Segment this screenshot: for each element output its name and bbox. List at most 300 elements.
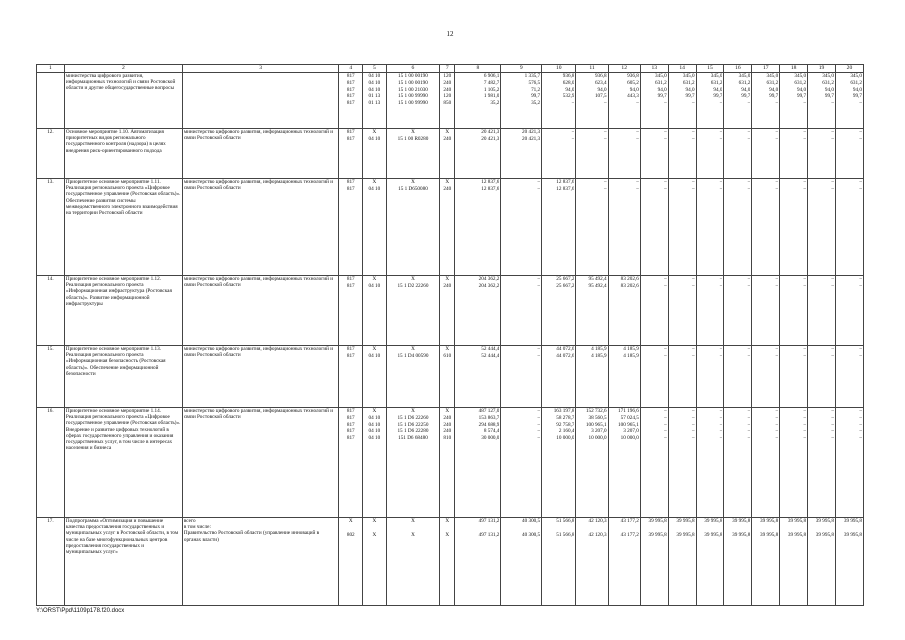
value-line: – bbox=[719, 435, 723, 442]
value-cell bbox=[455, 346, 501, 408]
value-line: 152 732,6 bbox=[585, 408, 607, 414]
value-line: – bbox=[831, 421, 834, 428]
value-cell bbox=[696, 346, 724, 408]
responsible-executor bbox=[182, 518, 339, 606]
value-cell bbox=[339, 518, 363, 606]
value-line: 35,2 bbox=[531, 100, 541, 107]
value-line: 631,2 bbox=[822, 79, 834, 86]
value-line: – bbox=[691, 414, 695, 421]
value-line: 631,2 bbox=[794, 79, 807, 86]
value-line: 39 995,8 bbox=[704, 518, 723, 524]
value-cell bbox=[608, 179, 640, 276]
value-line: 576,5 bbox=[528, 79, 541, 86]
column-number: 17 bbox=[752, 65, 780, 73]
value-line: 94,0 bbox=[824, 86, 834, 93]
value-line: 497 131,2 bbox=[478, 518, 500, 524]
value-line: 628,0 bbox=[562, 79, 575, 86]
value-line: – bbox=[537, 414, 541, 421]
value-line: 25 667,2 bbox=[556, 282, 575, 289]
value-line: – bbox=[803, 435, 807, 442]
row-number: 16. bbox=[37, 408, 65, 518]
value-line: – bbox=[537, 179, 541, 185]
value-line: – bbox=[747, 421, 751, 428]
value-line: – bbox=[691, 346, 695, 352]
value-line: 240 bbox=[443, 414, 452, 421]
value-line bbox=[340, 525, 361, 532]
value-cell bbox=[386, 518, 440, 606]
value-cell bbox=[608, 129, 640, 179]
value-line: – bbox=[691, 352, 695, 359]
value-line bbox=[781, 525, 806, 532]
value-cell bbox=[808, 346, 836, 408]
value-line: – bbox=[537, 428, 541, 435]
value-line: – bbox=[691, 435, 695, 442]
value-line: – bbox=[859, 352, 862, 359]
value-line: 99,7 bbox=[852, 93, 862, 100]
value-cell bbox=[696, 276, 724, 346]
value-line: – bbox=[636, 129, 639, 135]
value-line: 15 1 D6 22250 bbox=[397, 421, 429, 428]
value-line: – bbox=[803, 414, 807, 421]
value-line: – bbox=[831, 346, 834, 352]
value-cell bbox=[501, 346, 542, 408]
value-line: – bbox=[636, 185, 639, 192]
value-line: – bbox=[831, 414, 834, 421]
value-cell bbox=[608, 518, 640, 606]
value-cell bbox=[339, 346, 363, 408]
value-line: 99,7 bbox=[824, 93, 834, 100]
value-line: – bbox=[859, 100, 862, 107]
table-row bbox=[37, 346, 864, 408]
value-cell bbox=[640, 129, 668, 179]
value-cell bbox=[576, 276, 608, 346]
value-cell bbox=[542, 129, 576, 179]
value-line: 151 D6 68480 bbox=[398, 435, 428, 442]
value-line: – bbox=[803, 129, 807, 135]
value-line: – bbox=[859, 179, 862, 185]
value-line: – bbox=[664, 428, 667, 435]
value-line: 39 995,8 bbox=[732, 531, 751, 538]
value-line: 240 bbox=[443, 421, 452, 428]
value-line: 15 1 00 00190 bbox=[398, 79, 428, 86]
value-cell bbox=[440, 179, 455, 276]
value-line: 39 995,8 bbox=[760, 518, 779, 524]
column-number: 2 bbox=[64, 65, 182, 73]
value-line: 1 335,7 bbox=[524, 73, 541, 79]
value-line: – bbox=[719, 179, 723, 185]
value-cell bbox=[386, 408, 440, 518]
responsible-executor: министерство цифрового развития, информационных технологий и связи Ростовской области bbox=[182, 179, 339, 276]
value-cell bbox=[501, 129, 542, 179]
value-line: 240 bbox=[443, 185, 452, 192]
value-line: 39 995,8 bbox=[787, 518, 807, 524]
value-line: Х bbox=[372, 531, 377, 538]
value-line: 94,0 bbox=[796, 86, 807, 93]
value-cell bbox=[501, 73, 542, 129]
value-line: 01 13 bbox=[368, 93, 381, 100]
value-line bbox=[364, 525, 385, 532]
value-line: 240 bbox=[443, 86, 452, 93]
value-line: 4 185,9 bbox=[623, 346, 639, 352]
value-cell bbox=[386, 276, 440, 346]
value-cell bbox=[780, 129, 808, 179]
value-line: 20 421,3 bbox=[481, 135, 500, 142]
value-line: – bbox=[691, 428, 695, 435]
value-line: Х bbox=[372, 408, 377, 414]
value-line: – bbox=[537, 408, 541, 414]
value-line: 610 bbox=[443, 352, 452, 359]
value-line: 12 837,6 bbox=[481, 179, 500, 185]
value-line: – bbox=[664, 352, 667, 359]
value-line: 345,0 bbox=[850, 73, 862, 79]
column-number: 6 bbox=[386, 65, 440, 73]
value-line: – bbox=[747, 179, 751, 185]
value-cell bbox=[640, 179, 668, 276]
value-cell bbox=[835, 518, 863, 606]
value-line: – bbox=[859, 435, 862, 442]
value-cell bbox=[576, 73, 608, 129]
value-line: 15 1 D2 22260 bbox=[397, 282, 429, 289]
column-number: 4 bbox=[339, 65, 363, 73]
value-line bbox=[670, 525, 695, 532]
value-line: – bbox=[691, 408, 695, 414]
value-line: 04 10 bbox=[368, 428, 381, 435]
value-line: 40 300,5 bbox=[521, 531, 541, 538]
value-line: 94,0 bbox=[629, 86, 639, 93]
value-line: 20 421,3 bbox=[521, 135, 541, 142]
value-line bbox=[753, 525, 778, 532]
executor-line: в том числе: bbox=[183, 524, 211, 531]
value-line: – bbox=[803, 185, 807, 192]
column-number: 13 bbox=[640, 65, 668, 73]
value-line: 817 bbox=[346, 282, 355, 289]
value-cell bbox=[386, 346, 440, 408]
measure-name: Подпрограмма «Оптимизация и повышение качества предоставления государственных и муниципальных услуг в Ростовской области, в том числе на базе многофункциональных центров предоставления государственных и муниципальных услуг» bbox=[64, 518, 182, 606]
value-line: 100 965,1 bbox=[585, 421, 607, 428]
value-line: – bbox=[747, 435, 751, 442]
value-cell bbox=[668, 276, 696, 346]
value-line: 8 574,4 bbox=[483, 428, 500, 435]
value-line: Х bbox=[411, 518, 415, 524]
column-number: 15 bbox=[696, 65, 724, 73]
value-cell bbox=[339, 179, 363, 276]
value-line: – bbox=[803, 421, 807, 428]
value-cell bbox=[835, 73, 863, 129]
value-line: 4 185,9 bbox=[591, 352, 607, 359]
table-row bbox=[37, 179, 864, 276]
value-line: – bbox=[747, 185, 751, 192]
value-line: – bbox=[664, 282, 667, 289]
value-line: 3 207,0 bbox=[591, 428, 607, 435]
value-line: 04 10 bbox=[368, 135, 381, 142]
value-line: 240 bbox=[443, 135, 452, 142]
value-cell bbox=[542, 276, 576, 346]
value-line: – bbox=[719, 282, 723, 289]
value-line: 94,0 bbox=[685, 86, 695, 93]
value-line: – bbox=[719, 408, 723, 414]
value-line: – bbox=[664, 414, 667, 421]
value-line: – bbox=[803, 282, 807, 289]
value-line: 51 566,8 bbox=[556, 531, 575, 538]
value-line: 817 bbox=[346, 346, 355, 352]
value-line: 817 bbox=[346, 428, 355, 435]
value-line: – bbox=[803, 276, 807, 282]
column-number: 9 bbox=[501, 65, 542, 73]
row-number: 13. bbox=[37, 179, 65, 276]
value-line: 35,2 bbox=[490, 100, 500, 107]
value-line: 1 105,2 bbox=[483, 86, 500, 93]
value-line: 99,7 bbox=[713, 93, 723, 100]
value-line: 120 bbox=[443, 93, 452, 100]
value-line: – bbox=[803, 352, 807, 359]
table-row bbox=[37, 276, 864, 346]
value-cell bbox=[640, 276, 668, 346]
value-line: – bbox=[859, 129, 862, 135]
value-line: – bbox=[747, 346, 751, 352]
value-cell bbox=[808, 129, 836, 179]
value-line: – bbox=[831, 435, 834, 442]
value-cell bbox=[780, 179, 808, 276]
value-line bbox=[725, 525, 750, 532]
value-line: – bbox=[831, 179, 834, 185]
value-line: 15 1 D650080 bbox=[398, 185, 428, 192]
value-line: 25 667,2 bbox=[556, 276, 575, 282]
value-cell bbox=[835, 346, 863, 408]
value-cell bbox=[455, 179, 501, 276]
value-line: – bbox=[803, 100, 807, 107]
value-cell bbox=[668, 129, 696, 179]
value-line: 817 bbox=[346, 100, 355, 107]
value-line: – bbox=[803, 179, 807, 185]
value-line: 39 995,8 bbox=[843, 518, 862, 524]
value-cell bbox=[576, 408, 608, 518]
value-cell bbox=[835, 129, 863, 179]
value-line: – bbox=[664, 276, 667, 282]
value-cell bbox=[780, 73, 808, 129]
value-line: – bbox=[859, 428, 862, 435]
value-line: 95 492,4 bbox=[588, 282, 607, 289]
value-line bbox=[456, 525, 499, 532]
value-line: 2 160,4 bbox=[558, 428, 575, 435]
value-line: 30 000,0 bbox=[481, 435, 500, 442]
value-line: 497 131,2 bbox=[478, 531, 500, 538]
value-cell bbox=[440, 408, 455, 518]
value-line: 817 bbox=[346, 414, 355, 421]
value-line: – bbox=[775, 352, 779, 359]
value-line: 7 482,7 bbox=[483, 79, 500, 86]
value-line: 204 362,2 bbox=[478, 276, 500, 282]
value-cell bbox=[363, 179, 387, 276]
value-line: 04 10 bbox=[368, 352, 381, 359]
value-line: 94,0 bbox=[741, 86, 751, 93]
value-cell bbox=[576, 129, 608, 179]
value-line: 631,2 bbox=[710, 79, 723, 86]
value-line: – bbox=[859, 346, 862, 352]
value-line: 10 000,0 bbox=[620, 435, 639, 442]
measure-name: министерства цифрового развития, информационных технологий и связи Ростовской области и другие общегосударственные вопросы bbox=[64, 73, 182, 129]
value-line: – bbox=[747, 352, 751, 359]
value-line: 817 bbox=[346, 435, 355, 442]
value-line: 20 421,3 bbox=[481, 129, 500, 135]
value-cell bbox=[835, 408, 863, 518]
value-line: 04 10 bbox=[368, 435, 381, 442]
value-cell bbox=[724, 518, 752, 606]
value-line: 817 bbox=[346, 421, 355, 428]
value-line bbox=[543, 525, 574, 532]
value-cell bbox=[668, 179, 696, 276]
value-line: 240 bbox=[443, 428, 452, 435]
value-line: – bbox=[859, 421, 862, 428]
value-line: Х bbox=[445, 346, 450, 352]
responsible-executor: министерство цифрового развития, информационных технологий и связи Ростовской области bbox=[182, 276, 339, 346]
value-line: Х bbox=[445, 518, 450, 524]
value-line: – bbox=[747, 100, 751, 107]
value-line: 52 444,4 bbox=[481, 352, 500, 359]
value-line: – bbox=[803, 135, 807, 142]
value-cell bbox=[696, 129, 724, 179]
value-cell bbox=[780, 408, 808, 518]
value-cell bbox=[696, 73, 724, 129]
executor-line: Правительство Ростовской области (управление инноваций в органах власти) bbox=[183, 530, 320, 543]
value-line: – bbox=[831, 100, 834, 107]
value-line: 42 120,3 bbox=[588, 518, 607, 524]
value-cell bbox=[780, 518, 808, 606]
value-cell bbox=[363, 518, 387, 606]
value-line: 51 566,8 bbox=[556, 518, 575, 524]
value-cell bbox=[608, 73, 640, 129]
value-cell bbox=[696, 408, 724, 518]
value-line: 345,0 bbox=[710, 73, 723, 79]
value-line: 810 bbox=[443, 435, 452, 442]
value-line: 39 995,8 bbox=[760, 531, 779, 538]
value-cell bbox=[455, 276, 501, 346]
value-line: 94,0 bbox=[565, 86, 575, 93]
value-line: – bbox=[803, 408, 807, 414]
value-line: 39 995,8 bbox=[648, 531, 667, 538]
value-line: Х bbox=[445, 408, 450, 414]
value-line: – bbox=[719, 428, 723, 435]
table-row bbox=[37, 73, 864, 129]
value-line: 345,0 bbox=[682, 73, 695, 79]
value-line: 631,2 bbox=[766, 79, 779, 86]
value-line: 04 10 bbox=[368, 86, 381, 93]
value-line: – bbox=[831, 428, 834, 435]
value-line: – bbox=[831, 352, 834, 359]
value-cell bbox=[386, 179, 440, 276]
value-cell bbox=[640, 518, 668, 606]
value-line: – bbox=[537, 185, 541, 192]
value-cell bbox=[724, 179, 752, 276]
value-line bbox=[610, 525, 639, 532]
value-line: 850 bbox=[443, 100, 452, 107]
value-line: – bbox=[664, 129, 667, 135]
responsible-executor: министерство цифрового развития, информационных технологий и связи Ростовской области bbox=[182, 408, 339, 518]
value-line: 20 421,3 bbox=[521, 129, 541, 135]
value-cell bbox=[542, 518, 576, 606]
value-line: – bbox=[664, 408, 667, 414]
value-line: 01 13 bbox=[368, 100, 381, 107]
value-line: 1 981,0 bbox=[483, 93, 500, 100]
value-line: – bbox=[747, 408, 751, 414]
value-line: – bbox=[691, 129, 695, 135]
value-line: 802 bbox=[346, 531, 355, 538]
value-cell bbox=[339, 276, 363, 346]
value-line: 99,7 bbox=[741, 93, 751, 100]
value-line: – bbox=[719, 135, 723, 142]
value-line: – bbox=[691, 276, 695, 282]
value-line: – bbox=[859, 408, 862, 414]
value-line: 15 1 00 00190 bbox=[398, 73, 428, 79]
value-line: 57 024,5 bbox=[620, 414, 639, 421]
column-number: 16 bbox=[724, 65, 752, 73]
value-cell bbox=[363, 408, 387, 518]
value-line: – bbox=[775, 408, 779, 414]
value-line: 99,7 bbox=[796, 93, 807, 100]
column-number: 1 bbox=[37, 65, 65, 73]
column-number: 12 bbox=[608, 65, 640, 73]
value-line: 107,5 bbox=[594, 93, 607, 100]
value-line: – bbox=[664, 421, 667, 428]
value-line: – bbox=[803, 346, 807, 352]
value-cell bbox=[363, 276, 387, 346]
value-line: 39 995,8 bbox=[787, 531, 807, 538]
value-line: 38 560,5 bbox=[588, 414, 607, 421]
value-cell bbox=[339, 129, 363, 179]
value-line: 532,9 bbox=[562, 93, 575, 100]
value-line: 15 1 D6 22260 bbox=[397, 414, 429, 421]
value-line: – bbox=[831, 135, 834, 142]
value-line: Х bbox=[411, 531, 415, 538]
value-line: Х bbox=[411, 408, 415, 414]
measure-name: Основное мероприятие 1.10. Автоматизация приоритетных видов регионального государственного контроля (надзора) в целях внедрения риск-ориентированного подхода bbox=[64, 129, 182, 179]
responsible-executor: министерство цифрового развития, информационных технологий и связи Ростовской области bbox=[182, 346, 339, 408]
value-cell bbox=[455, 73, 501, 129]
column-number: 19 bbox=[808, 65, 836, 73]
value-line: Х bbox=[372, 179, 377, 185]
responsible-executor: министерство цифрового развития, информационных технологий и связи Ростовской области bbox=[182, 129, 339, 179]
value-line: 936,8 bbox=[627, 73, 639, 79]
value-line: 3 207,0 bbox=[623, 428, 639, 435]
value-line: 345,0 bbox=[766, 73, 779, 79]
value-line: 15 1 00 21030 bbox=[398, 86, 428, 93]
value-line: – bbox=[775, 276, 779, 282]
value-line: – bbox=[691, 185, 695, 192]
value-line: 443,3 bbox=[627, 93, 639, 100]
value-cell bbox=[608, 346, 640, 408]
value-line: 4 185,9 bbox=[623, 352, 639, 359]
value-line: Х bbox=[372, 129, 377, 135]
value-line: 345,0 bbox=[738, 73, 751, 79]
value-cell bbox=[752, 179, 780, 276]
value-line: – bbox=[664, 435, 667, 442]
value-cell bbox=[808, 408, 836, 518]
value-line: – bbox=[537, 435, 541, 442]
value-line: – bbox=[831, 282, 834, 289]
value-line bbox=[441, 525, 453, 532]
value-line: 345,0 bbox=[655, 73, 667, 79]
value-line: – bbox=[537, 352, 541, 359]
value-line: – bbox=[604, 179, 607, 185]
value-line: 623,4 bbox=[594, 79, 607, 86]
value-line: – bbox=[691, 179, 695, 185]
column-number: 3 bbox=[182, 65, 339, 73]
value-line: – bbox=[775, 346, 779, 352]
value-cell bbox=[668, 73, 696, 129]
value-line: 10 000,0 bbox=[556, 435, 575, 442]
value-line: 936,8 bbox=[562, 73, 575, 79]
value-cell bbox=[501, 276, 542, 346]
value-line: 631,2 bbox=[850, 79, 862, 86]
